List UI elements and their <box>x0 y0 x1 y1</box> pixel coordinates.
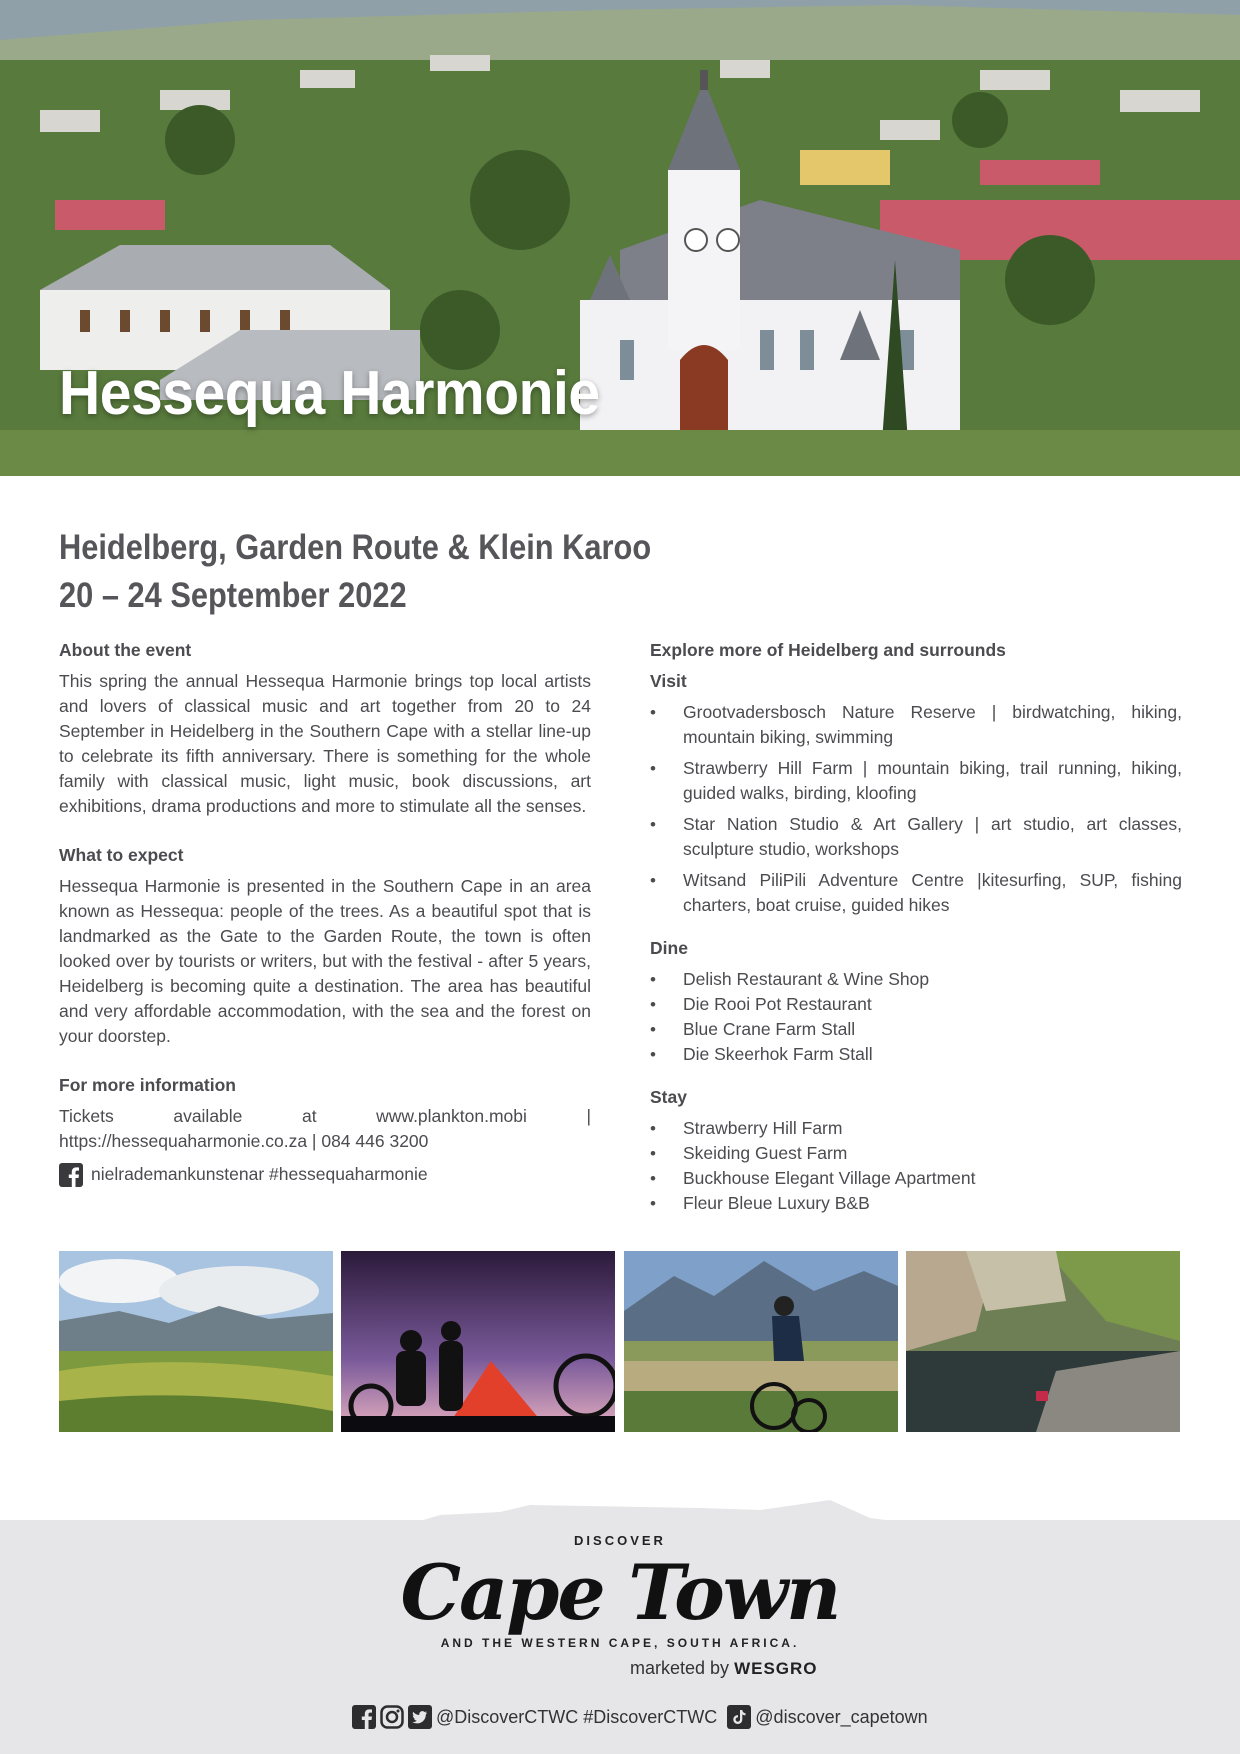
facebook-row <box>59 1162 591 1187</box>
list-item: • Skeiding Guest Farm <box>650 1141 1182 1166</box>
visit-list <box>650 700 1182 918</box>
logo-tagline: AND THE WESTERN CAPE, SOUTH AFRICA. <box>440 1636 800 1650</box>
cape-town-logo: Cape Town <box>400 1548 840 1637</box>
discover-label: DISCOVER <box>574 1533 666 1548</box>
expect-heading: What to expect <box>59 845 184 865</box>
right-column <box>650 638 1182 1234</box>
tiktok-icon[interactable] <box>727 1705 751 1729</box>
photo-river-pool <box>906 1251 1180 1432</box>
wesgro-logo: WESGRO <box>734 1659 818 1678</box>
twitter-icon[interactable] <box>408 1705 432 1729</box>
stay-list <box>650 1116 1182 1216</box>
info-text: Tickets available at www.plankton.mobi | https://hessequaharmonie.co.za | 084 446 3200 <box>59 1106 591 1151</box>
about-text: This spring the annual Hessequa Harmonie brings top local artists and lovers of classical music and art together from 20 to 24 September in Heidelberg in the Southern Cape with a stellar line-up to celebrate its fifth anniversary. There is something for the whole family with classical music, light music, book discussions, art exhibitions, drama productions and more to stimulate all the senses. <box>59 671 591 816</box>
stay-heading: Stay <box>650 1087 687 1107</box>
social-handles[interactable]: @DiscoverCTWC #DiscoverCTWC <box>436 1706 718 1727</box>
instagram-icon[interactable] <box>380 1705 404 1729</box>
left-column <box>59 638 591 1187</box>
about-heading: About the event <box>59 640 192 660</box>
list-item: • Star Nation Studio & Art Gallery | art studio, art classes, sculpture studio, workshops <box>650 812 1182 862</box>
tiktok-handle[interactable]: @discover_capetown <box>755 1706 928 1727</box>
list-item: • Fleur Bleue Luxury B&B <box>650 1191 1182 1216</box>
marketed-by-label: marketed by <box>630 1658 730 1678</box>
marketed-by <box>630 1658 818 1679</box>
list-item: • Blue Crane Farm Stall <box>650 1017 1182 1042</box>
list-item: • Witsand PiliPili Adventure Centre |kitesurfing, SUP, fishing charters, boat cruise, guided hikes <box>650 868 1182 918</box>
list-item: • Delish Restaurant & Wine Shop <box>650 967 1182 992</box>
list-item: • Strawberry Hill Farm <box>650 1116 1182 1141</box>
list-item: • Grootvadersbosch Nature Reserve | birdwatching, hiking, mountain biking, swimming <box>650 700 1182 750</box>
explore-heading: Explore more of Heidelberg and surrounds <box>650 640 1006 660</box>
list-item: • Strawberry Hill Farm | mountain biking, trail running, hiking, guided walks, birding, kloofing <box>650 756 1182 806</box>
list-item: • Die Skeerhok Farm Stall <box>650 1042 1182 1067</box>
photo-cyclist <box>624 1251 898 1432</box>
facebook-handle[interactable]: nielrademankunstenar #hessequaharmonie <box>91 1164 428 1184</box>
list-item: • Die Rooi Pot Restaurant <box>650 992 1182 1017</box>
table-mountain-silhouette <box>0 1500 1240 1530</box>
facebook-icon[interactable] <box>59 1163 83 1187</box>
dine-list <box>650 967 1182 1067</box>
facebook-icon[interactable] <box>352 1705 376 1729</box>
list-item: • Buckhouse Elegant Village Apartment <box>650 1166 1182 1191</box>
event-title: Hessequa Harmonie <box>59 359 600 428</box>
event-location: Heidelberg, Garden Route & Klein Karoo <box>59 528 652 567</box>
photo-camping-silhouette <box>341 1251 615 1432</box>
photo-landscape <box>59 1251 333 1432</box>
info-heading: For more information <box>59 1075 236 1095</box>
visit-heading: Visit <box>650 671 687 691</box>
social-row <box>352 1705 928 1729</box>
event-dates: 20 – 24 September 2022 <box>59 576 407 615</box>
expect-text: Hessequa Harmonie is presented in the Southern Cape in an area known as Hessequa: people of the trees. As a beautiful spot that is landmarked as the Gate to the Garden Route, the town is often looked over by tourists or writers, but with the festival - after 5 years, Heidelberg is becoming quite a destination. The area has beautiful and very affordable accommodation, with the sea and the forest on your doorstep. <box>59 876 591 1046</box>
hero-image <box>0 0 1240 476</box>
dine-heading: Dine <box>650 938 688 958</box>
